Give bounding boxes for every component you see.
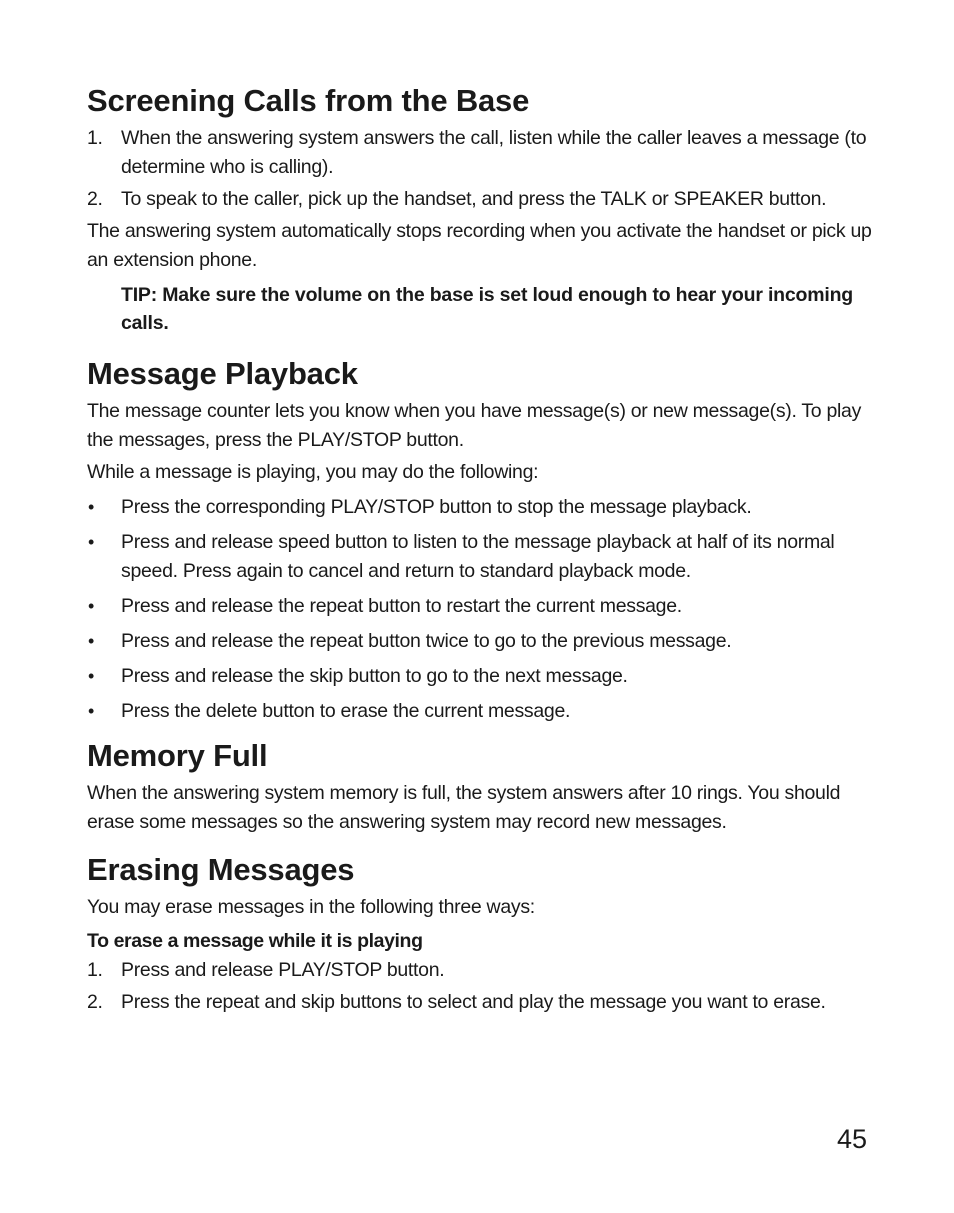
heading-memory-full: Memory Full	[87, 738, 268, 773]
playback-options	[87, 493, 877, 726]
list-item	[87, 697, 877, 726]
section-screening-calls	[87, 82, 877, 337]
heading-erasing-messages: Erasing Messages	[87, 852, 355, 887]
heading-message-playback: Message Playback	[87, 356, 358, 391]
bullet-text: Press and release speed button to listen to the message playback at half of its normal speed. Press again to cancel and return to standard playback mode.	[121, 531, 835, 582]
list-item	[87, 528, 877, 586]
page-number: 45	[836, 1124, 867, 1154]
bullet-icon: •	[88, 497, 95, 517]
list-item	[87, 956, 877, 985]
step-text: Press the repeat and skip buttons to select and play the message you want to erase.	[121, 991, 826, 1013]
list-item	[87, 627, 877, 656]
bullet-text: Press and release the skip button to go to the next message.	[121, 665, 628, 687]
playback-intro: The message counter lets you know when you have message(s) or new message(s). To play the messages, press the PLAY/STOP button.	[87, 400, 862, 451]
bullet-icon: •	[88, 631, 95, 651]
bullet-text: Press the delete button to erase the current message.	[121, 700, 571, 722]
tip-text: TIP: Make sure the volume on the base is set loud enough to hear your incoming calls.	[121, 284, 854, 334]
section-erasing-messages	[87, 851, 877, 1017]
step-number: 1.	[87, 959, 103, 981]
bullet-icon: •	[88, 596, 95, 616]
section-message-playback	[87, 355, 877, 726]
manual-page	[87, 82, 877, 1017]
list-item	[87, 493, 877, 522]
memory-full-text: When the answering system memory is full, the system answers after 10 rings. You should erase some messages so the answering system may record new messages.	[87, 782, 841, 833]
step-text: To speak to the caller, pick up the handset, and press the TALK or SPEAKER button.	[121, 188, 827, 210]
list-item	[87, 185, 877, 214]
erasing-steps	[87, 956, 877, 1017]
list-item	[87, 592, 877, 621]
bullet-text: Press and release the repeat button to restart the current message.	[121, 595, 682, 617]
step-number: 2.	[87, 188, 103, 210]
bullet-icon: •	[88, 532, 95, 552]
screening-steps	[87, 124, 877, 214]
step-text: Press and release PLAY/STOP button.	[121, 959, 445, 981]
list-item	[87, 662, 877, 691]
erasing-intro: You may erase messages in the following three ways:	[87, 896, 535, 918]
heading-screening-calls: Screening Calls from the Base	[87, 83, 530, 118]
section-memory-full	[87, 737, 877, 837]
bullet-icon: •	[88, 701, 95, 721]
step-number: 2.	[87, 991, 103, 1013]
erasing-subheading: To erase a message while it is playing	[87, 930, 423, 952]
step-number: 1.	[87, 127, 103, 149]
list-item	[87, 988, 877, 1017]
list-item	[87, 124, 877, 182]
screening-note: The answering system automatically stops recording when you activate the handset or pick up an extension phone.	[87, 220, 872, 271]
playback-while-playing: While a message is playing, you may do the following:	[87, 461, 539, 483]
bullet-text: Press the corresponding PLAY/STOP button to stop the message playback.	[121, 496, 752, 518]
bullet-text: Press and release the repeat button twice to go to the previous message.	[121, 630, 732, 652]
bullet-icon: •	[88, 666, 95, 686]
step-text: When the answering system answers the call, listen while the caller leaves a message (to determine who is calling).	[121, 127, 867, 178]
